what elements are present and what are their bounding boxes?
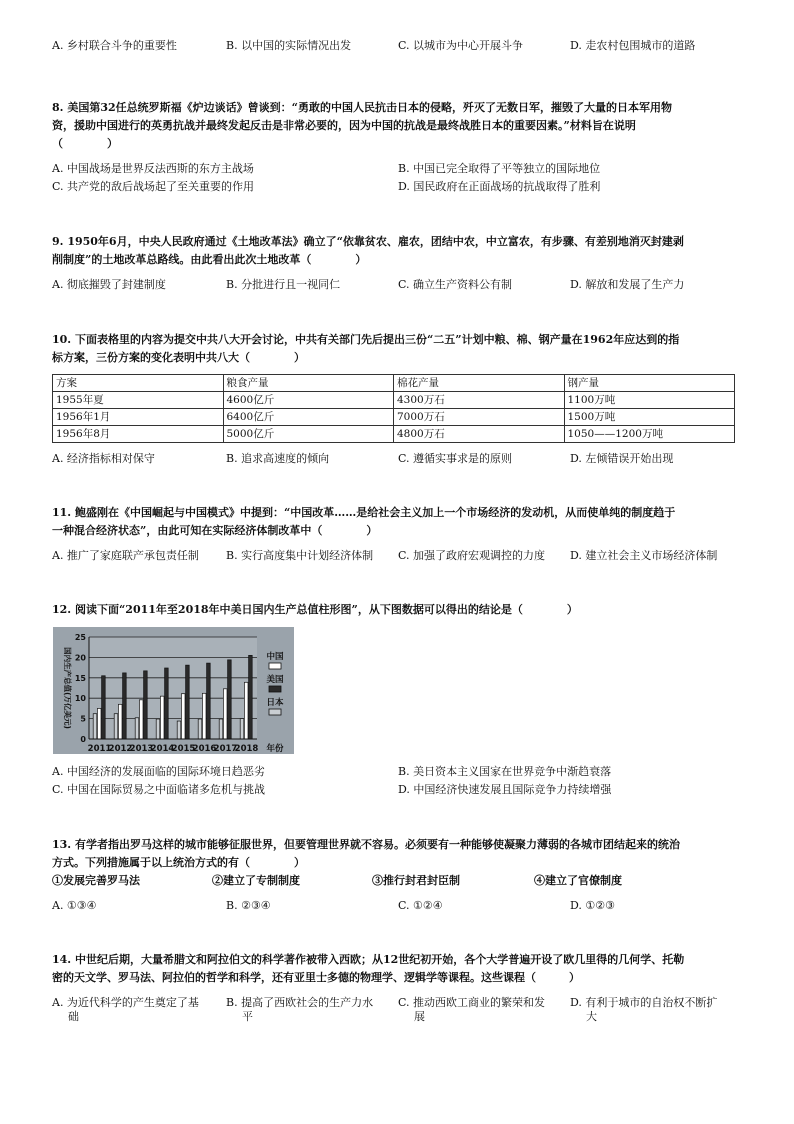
y-tick-label: 0 bbox=[80, 735, 86, 744]
q7-option-d[interactable]: D. 走农村包围城市的道路 bbox=[570, 39, 696, 52]
q9-option-a[interactable]: A. 彻底摧毁了封建制度 bbox=[52, 278, 166, 291]
legend-swatch bbox=[269, 663, 281, 669]
table-cell: 4300万石 bbox=[394, 392, 565, 409]
bar-china bbox=[244, 682, 248, 739]
q11-option-c[interactable]: C. 加强了政府宏观调控的力度 bbox=[398, 549, 546, 562]
q13-stem-line: 方式。下列措施属于以上统治方式的有（ ） bbox=[52, 856, 305, 869]
table-cell: 5000亿斤 bbox=[223, 426, 394, 443]
bar-china bbox=[160, 696, 164, 739]
table-cell: 7000万石 bbox=[394, 409, 565, 426]
table-row bbox=[53, 426, 735, 443]
q8-option-a[interactable]: A. 中国战场是世界反法西斯的东方主战场 bbox=[52, 162, 254, 175]
table-header-cell: 棉花产量 bbox=[394, 375, 565, 392]
bar-japan bbox=[219, 719, 223, 739]
q13-item-1: ①发展完善罗马法 bbox=[52, 874, 140, 887]
table-cell: 1955年夏 bbox=[53, 392, 224, 409]
q13-option-c[interactable]: C. ①②④ bbox=[398, 899, 443, 912]
x-tick-label: 2011 bbox=[87, 744, 112, 754]
q7-option-a[interactable]: A. 乡村联合斗争的重要性 bbox=[52, 39, 177, 52]
bar-china bbox=[118, 704, 122, 739]
q14-option-d-line2: 大 bbox=[586, 1010, 597, 1023]
q8-stem-line: 资，援助中国进行的英勇抗战并最终发起反击是非常必要的，因为中国的抗战是最终战胜日本的重要因素。”材料旨在说明 bbox=[52, 119, 636, 132]
q11-stem-line: 一种混合经济状态”，由此可知在实际经济体制改革中（ ） bbox=[52, 524, 378, 537]
q9-stem-line: 削制度”的土地改革总路线。由此看出此次土地改革（ ） bbox=[52, 253, 367, 266]
q13-stem-line: 13. 有学者指出罗马这样的城市能够征服世界，但要管理世界就不容易。必须要有一种能够使凝聚力薄弱的各城市团结起来的统治 bbox=[52, 838, 680, 851]
y-tick-label: 5 bbox=[80, 714, 86, 724]
table-cell: 4600亿斤 bbox=[223, 392, 394, 409]
table-cell: 1100万吨 bbox=[564, 392, 735, 409]
bar-us bbox=[207, 663, 211, 739]
q8-option-b[interactable]: B. 中国已完全取得了平等独立的国际地位 bbox=[398, 162, 601, 175]
q8-option-d[interactable]: D. 国民政府在正面战场的抗战取得了胜利 bbox=[398, 180, 601, 193]
table-cell: 6400亿斤 bbox=[223, 409, 394, 426]
q11-option-d[interactable]: D. 建立社会主义市场经济体制 bbox=[570, 549, 718, 562]
bar-us bbox=[165, 668, 169, 739]
q12-option-c[interactable]: C. 中国在国际贸易之中面临诸多危机与挑战 bbox=[52, 783, 266, 796]
bar-japan bbox=[114, 714, 118, 739]
q14-option-c[interactable] bbox=[398, 996, 545, 1024]
x-tick-label: 2016 bbox=[192, 744, 217, 754]
q14-option-a-line2: 础 bbox=[68, 1010, 79, 1023]
legend-swatch bbox=[269, 686, 281, 692]
q10-option-d[interactable]: D. 左倾错误开始出现 bbox=[570, 452, 674, 465]
legend-label: 中国 bbox=[266, 652, 284, 662]
q14-stem-line: 密的天文学、罗马法、阿拉伯的哲学和科学，还有亚里士多德的物理学、逻辑学等课程。这些课程（ ） bbox=[52, 971, 580, 984]
x-tick-label: 2018 bbox=[234, 744, 259, 754]
bar-japan bbox=[93, 714, 97, 739]
q14-option-a[interactable] bbox=[52, 996, 199, 1024]
production-plan-table bbox=[52, 374, 735, 443]
q12-option-d[interactable]: D. 中国经济快速发展且国际竞争力持续增强 bbox=[398, 783, 612, 796]
bar-japan bbox=[198, 719, 202, 739]
bar-japan bbox=[135, 718, 139, 739]
q13-item-4: ④建立了官僚制度 bbox=[534, 874, 622, 887]
y-axis-label: 国内生产总值(万亿美元) bbox=[63, 647, 72, 729]
table-header-cell: 方案 bbox=[53, 375, 224, 392]
table-cell: 1956年1月 bbox=[53, 409, 224, 426]
q12-option-b[interactable]: B. 美日资本主义国家在世界竞争中渐趋衰落 bbox=[398, 765, 612, 778]
q12-stem-line: 12. 阅读下面“2011年至2018年中美日国内生产总值柱形图”，从下图数据可以得出的结论是（ ） bbox=[52, 603, 578, 616]
q14-option-b-line2: 平 bbox=[242, 1010, 253, 1023]
y-tick-label: 25 bbox=[74, 633, 86, 642]
y-tick-label: 15 bbox=[74, 673, 86, 683]
q8-stem-line: 8. 美国第32任总统罗斯福《炉边谈话》曾谈到：“勇敢的中国人民抗击日本的侵略，歼灭了无数日军，摧毁了大量的日本军用物 bbox=[52, 101, 672, 114]
bar-us bbox=[102, 676, 106, 739]
q14-option-c-line1: C. 推动西欧工商业的繁荣和发 bbox=[398, 996, 546, 1009]
q8-stem-line: （ ） bbox=[52, 137, 118, 150]
x-tick-label: 2015 bbox=[171, 744, 196, 754]
q9-option-b[interactable]: B. 分批进行且一视同仁 bbox=[226, 278, 341, 291]
table-cell: 1050——1200万吨 bbox=[564, 426, 735, 443]
x-tick-label: 2012 bbox=[108, 744, 133, 754]
legend-label: 美国 bbox=[266, 675, 284, 685]
legend-swatch bbox=[269, 709, 281, 715]
q10-option-c[interactable]: C. 遵循实事求是的原则 bbox=[398, 452, 513, 465]
table-row bbox=[53, 392, 735, 409]
table-header-cell: 粮食产量 bbox=[223, 375, 394, 392]
y-tick-label: 10 bbox=[74, 694, 86, 704]
q7-option-b[interactable]: B. 以中国的实际情况出发 bbox=[226, 39, 352, 52]
bar-us bbox=[228, 660, 232, 739]
table-row bbox=[53, 409, 735, 426]
q9-option-d[interactable]: D. 解放和发展了生产力 bbox=[570, 278, 685, 291]
table-header-row bbox=[53, 375, 735, 392]
q9-option-c[interactable]: C. 确立生产资料公有制 bbox=[398, 278, 513, 291]
x-tick-label: 2013 bbox=[129, 744, 154, 754]
q10-stem-line: 标方案，三份方案的变化表明中共八大（ ） bbox=[52, 351, 305, 364]
x-tick-label: 2017 bbox=[213, 744, 238, 754]
table-cell: 1500万吨 bbox=[564, 409, 735, 426]
q14-option-d[interactable] bbox=[570, 996, 717, 1024]
bar-china bbox=[223, 689, 227, 739]
bar-us bbox=[123, 673, 127, 739]
q13-option-a[interactable]: A. ①③④ bbox=[52, 899, 97, 912]
q11-stem-line: 11. 鲍盛刚在《中国崛起与中国模式》中提到：“中国改革……是给社会主义加上一个市场经济的发动机，从而使单纯的制度趋于 bbox=[52, 506, 676, 519]
x-tick-label: 2014 bbox=[150, 744, 175, 754]
table-cell: 1956年8月 bbox=[53, 426, 224, 443]
q14-option-a-line1: A. 为近代科学的产生奠定了基 bbox=[52, 996, 199, 1009]
bar-japan bbox=[240, 719, 244, 739]
q10-option-b[interactable]: B. 追求高速度的倾向 bbox=[226, 452, 330, 465]
table-cell: 4800万石 bbox=[394, 426, 565, 443]
q7-option-c[interactable]: C. 以城市为中心开展斗争 bbox=[398, 39, 524, 52]
q11-option-a[interactable]: A. 推广了家庭联产承包责任制 bbox=[52, 549, 199, 562]
q10-option-a[interactable]: A. 经济指标相对保守 bbox=[52, 452, 155, 465]
q14-option-b-line1: B. 提高了西欧社会的生产力水 bbox=[226, 996, 374, 1009]
bar-us bbox=[249, 655, 253, 739]
q13-item-2: ②建立了专制制度 bbox=[212, 874, 300, 887]
q9-stem-line: 9. 1950年6月，中央人民政府通过《土地改革法》确立了“依靠贫农、雇农，团结中农，中立富农，有步骤、有差别地消灭封建剥 bbox=[52, 235, 684, 248]
q14-stem-line: 14. 中世纪后期，大量希腊文和阿拉伯文的科学著作被带入西欧；从12世纪初开始，各个大学普遍开设了欧几里得的几何学、托勒 bbox=[52, 953, 685, 966]
y-tick-label: 20 bbox=[74, 653, 86, 663]
bar-china bbox=[97, 708, 101, 739]
q10-stem-line: 10. 下面表格里的内容为提交中共八大开会讨论，中共有关部门先后提出三份“二五”计划中粮、棉、钢产量在1962年应达到的指 bbox=[52, 333, 680, 346]
q13-option-b[interactable]: B. ②③④ bbox=[226, 899, 271, 912]
bar-china bbox=[181, 694, 185, 739]
q13-option-d[interactable]: D. ①②③ bbox=[570, 899, 616, 912]
bar-china bbox=[139, 700, 143, 739]
x-axis-label: 年份 bbox=[266, 744, 284, 754]
q8-option-c[interactable]: C. 共产党的敌后战场起了至关重要的作用 bbox=[52, 180, 255, 193]
q13-item-3: ③推行封君封臣制 bbox=[372, 874, 460, 887]
bar-japan bbox=[156, 719, 160, 739]
table-header-cell: 钢产量 bbox=[564, 375, 735, 392]
legend-label: 日本 bbox=[266, 698, 284, 708]
q14-option-b[interactable] bbox=[226, 996, 373, 1024]
q14-option-d-line1: D. 有利于城市的自治权不断扩 bbox=[570, 996, 718, 1009]
gdp-bar-chart bbox=[53, 627, 294, 754]
bar-us bbox=[186, 665, 190, 739]
q11-option-b[interactable]: B. 实行高度集中计划经济体制 bbox=[226, 549, 374, 562]
q14-option-c-line2: 展 bbox=[414, 1010, 425, 1023]
bar-japan bbox=[177, 721, 181, 739]
bar-china bbox=[202, 693, 206, 739]
bar-us bbox=[144, 671, 148, 739]
q12-option-a[interactable]: A. 中国经济的发展面临的国际环境日趋恶劣 bbox=[52, 765, 265, 778]
gdp-chart-svg bbox=[53, 627, 294, 754]
